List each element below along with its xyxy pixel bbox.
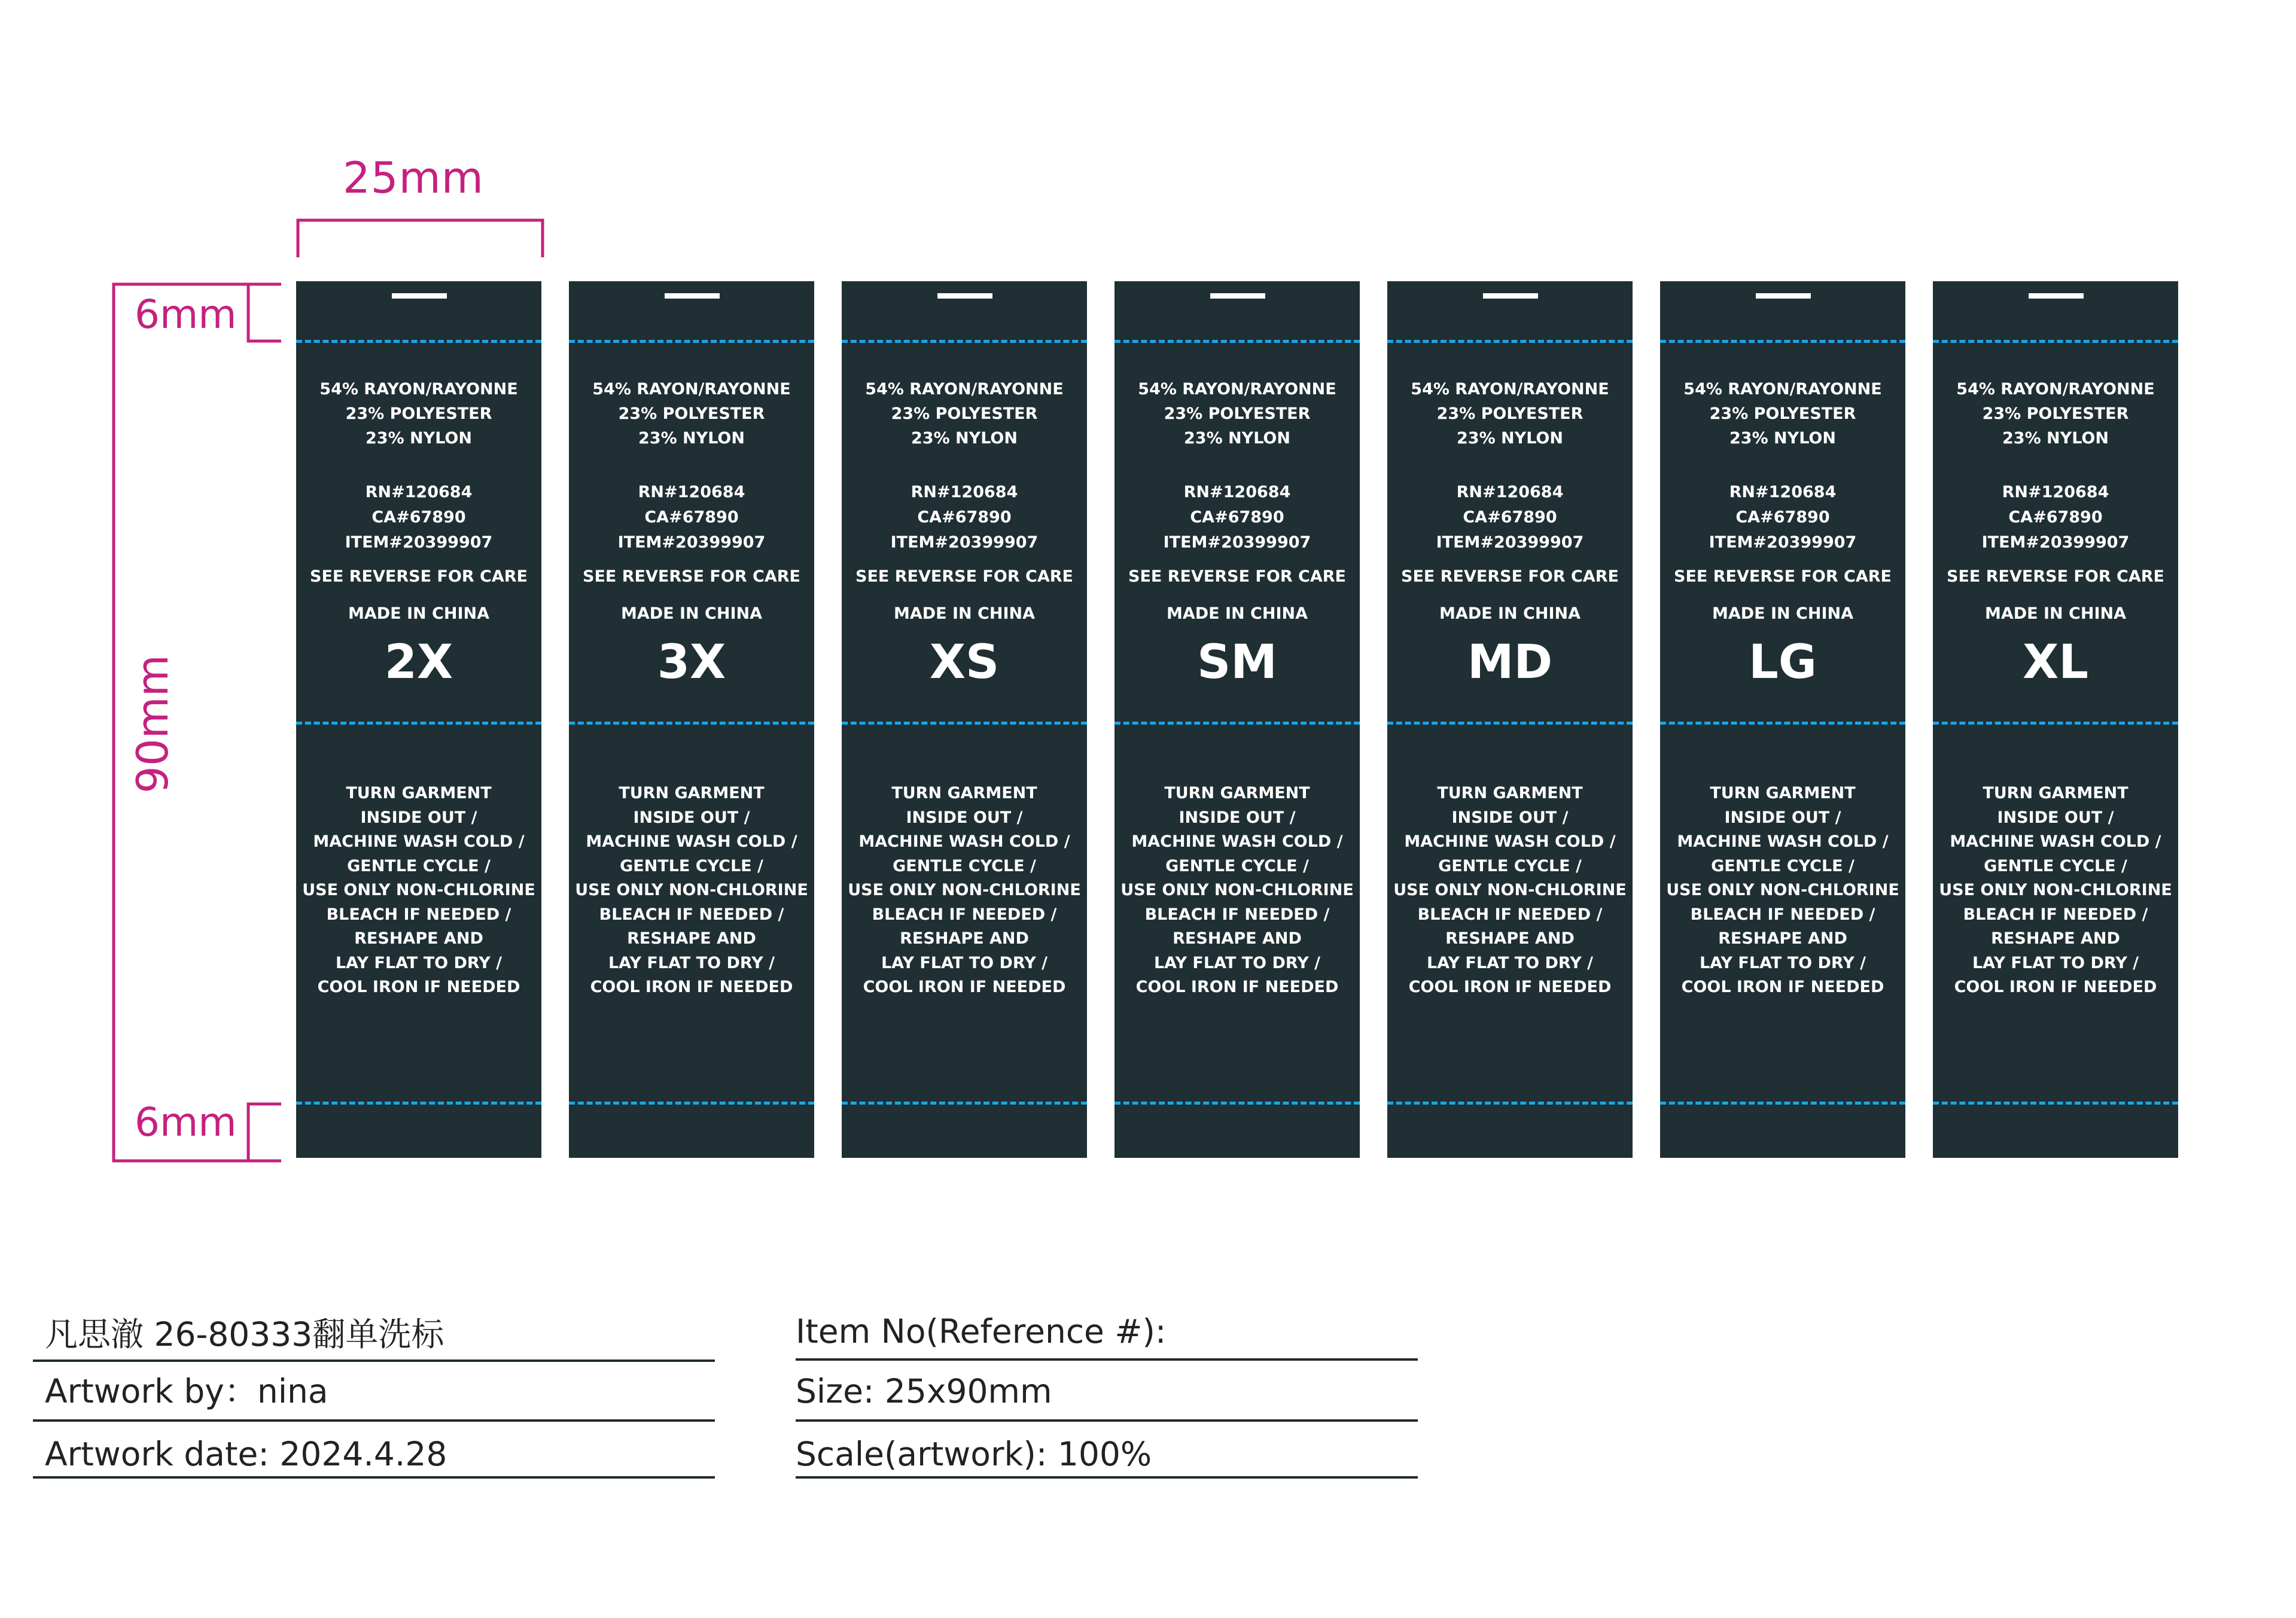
info-divider	[796, 1419, 1418, 1422]
registration-numbers: RN#120684 CA#67890 ITEM#20399907	[345, 483, 493, 552]
registration-numbers: RN#120684 CA#67890 ITEM#20399907	[1163, 483, 1311, 552]
size-code: LG	[1749, 635, 1817, 689]
fold-line-middle	[1114, 722, 1360, 725]
fold-line-middle	[1933, 722, 2178, 725]
care-instructions: TURN GARMENT INSIDE OUT / MACHINE WASH COLD / GENTLE CYCLE / USE ONLY NON-CHLORINE BLEACH IF NEEDED / RESHAPE AND LAY FLAT TO DRY / COOL IRON IF NEEDED	[1939, 784, 2172, 996]
width-bracket	[298, 220, 543, 257]
fold-line-top	[1933, 340, 2178, 343]
fold-line-top	[1114, 340, 1360, 343]
fold-line-bottom	[1933, 1102, 2178, 1105]
fold-line-bottom	[1387, 1102, 1633, 1105]
hang-slot	[1756, 293, 1811, 299]
hang-slot	[392, 293, 447, 299]
hang-slot	[1210, 293, 1265, 299]
see-reverse-text: SEE REVERSE FOR CARE	[310, 567, 528, 586]
size-code: 2X	[384, 635, 453, 689]
care-label-xs	[842, 281, 1087, 1158]
care-label-lg	[1660, 281, 1905, 1158]
country-of-origin: MADE IN CHINA	[1712, 604, 1853, 623]
care-instructions: TURN GARMENT INSIDE OUT / MACHINE WASH COLD / GENTLE CYCLE / USE ONLY NON-CHLORINE BLEACH IF NEEDED / RESHAPE AND LAY FLAT TO DRY / COOL IRON IF NEEDED	[1666, 784, 1899, 996]
size-code: XL	[2023, 635, 2088, 689]
see-reverse-text: SEE REVERSE FOR CARE	[1401, 567, 1619, 586]
fold-line-top	[1660, 340, 1905, 343]
fold-line-middle	[296, 722, 541, 725]
height-dimension-label: 90mm	[127, 655, 178, 793]
hang-slot	[1483, 293, 1538, 299]
fold-line-bottom	[1660, 1102, 1905, 1105]
hang-slot	[2029, 293, 2084, 299]
country-of-origin: MADE IN CHINA	[1166, 604, 1308, 623]
order-title: 凡思澈 26-80333翻单洗标	[45, 1315, 444, 1354]
country-of-origin: MADE IN CHINA	[1439, 604, 1581, 623]
country-of-origin: MADE IN CHINA	[893, 604, 1035, 623]
bottom-margin-bracket	[248, 1104, 281, 1161]
care-label-xl	[1933, 281, 2178, 1158]
item-number: Item No(Reference #):	[796, 1312, 1167, 1351]
fiber-content: 54% RAYON/RAYONNE 23% POLYESTER 23% NYLON	[1683, 380, 1882, 448]
care-instructions: TURN GARMENT INSIDE OUT / MACHINE WASH COLD / GENTLE CYCLE / USE ONLY NON-CHLORINE BLEACH IF NEEDED / RESHAPE AND LAY FLAT TO DRY / COOL IRON IF NEEDED	[302, 784, 535, 996]
fiber-content: 54% RAYON/RAYONNE 23% POLYESTER 23% NYLON	[319, 380, 518, 448]
care-label-row	[296, 281, 2181, 1158]
see-reverse-text: SEE REVERSE FOR CARE	[583, 567, 800, 586]
fold-line-bottom	[296, 1102, 541, 1105]
fold-line-top	[842, 340, 1087, 343]
artwork-date: Artwork date: 2024.4.28	[45, 1435, 447, 1473]
country-of-origin: MADE IN CHINA	[620, 604, 762, 623]
info-divider	[796, 1476, 1418, 1479]
size-code: MD	[1467, 635, 1553, 689]
width-dimension-label: 25mm	[343, 153, 484, 203]
country-of-origin: MADE IN CHINA	[1984, 604, 2126, 623]
info-divider	[33, 1419, 715, 1422]
fold-line-middle	[842, 722, 1087, 725]
registration-numbers: RN#120684 CA#67890 ITEM#20399907	[1709, 483, 1857, 552]
hang-slot	[665, 293, 720, 299]
top-margin-dimension-label: 6mm	[135, 291, 237, 337]
registration-numbers: RN#120684 CA#67890 ITEM#20399907	[1981, 483, 2130, 552]
artwork-scale: Scale(artwork): 100%	[796, 1435, 1152, 1473]
size-code: 3X	[657, 635, 726, 689]
fiber-content: 54% RAYON/RAYONNE 23% POLYESTER 23% NYLON	[1138, 380, 1336, 448]
fold-line-top	[569, 340, 814, 343]
fold-line-bottom	[569, 1102, 814, 1105]
see-reverse-text: SEE REVERSE FOR CARE	[855, 567, 1073, 586]
see-reverse-text: SEE REVERSE FOR CARE	[1128, 567, 1346, 586]
registration-numbers: RN#120684 CA#67890 ITEM#20399907	[1436, 483, 1584, 552]
fiber-content: 54% RAYON/RAYONNE 23% POLYESTER 23% NYLON	[1411, 380, 1609, 448]
see-reverse-text: SEE REVERSE FOR CARE	[1947, 567, 2164, 586]
artwork-by: Artwork by：nina	[45, 1372, 328, 1410]
fold-line-middle	[1660, 722, 1905, 725]
bottom-margin-dimension-label: 6mm	[135, 1099, 237, 1145]
country-of-origin: MADE IN CHINA	[348, 604, 489, 623]
size-code: SM	[1197, 635, 1277, 689]
registration-numbers: RN#120684 CA#67890 ITEM#20399907	[890, 483, 1039, 552]
care-instructions: TURN GARMENT INSIDE OUT / MACHINE WASH COLD / GENTLE CYCLE / USE ONLY NON-CHLORINE BLEACH IF NEEDED / RESHAPE AND LAY FLAT TO DRY / COOL IRON IF NEEDED	[575, 784, 808, 996]
care-label-3x	[569, 281, 814, 1158]
info-divider	[33, 1476, 715, 1479]
registration-numbers: RN#120684 CA#67890 ITEM#20399907	[617, 483, 766, 552]
care-instructions: TURN GARMENT INSIDE OUT / MACHINE WASH COLD / GENTLE CYCLE / USE ONLY NON-CHLORINE BLEACH IF NEEDED / RESHAPE AND LAY FLAT TO DRY / COOL IRON IF NEEDED	[1120, 784, 1354, 996]
care-instructions: TURN GARMENT INSIDE OUT / MACHINE WASH COLD / GENTLE CYCLE / USE ONLY NON-CHLORINE BLEACH IF NEEDED / RESHAPE AND LAY FLAT TO DRY / COOL IRON IF NEEDED	[1393, 784, 1627, 996]
info-divider	[33, 1360, 715, 1362]
hang-slot	[937, 293, 992, 299]
info-divider	[796, 1358, 1418, 1361]
fold-line-middle	[569, 722, 814, 725]
care-label-2x	[296, 281, 541, 1158]
care-label-sm	[1114, 281, 1360, 1158]
fold-line-bottom	[1114, 1102, 1360, 1105]
fold-line-top	[296, 340, 541, 343]
fiber-content: 54% RAYON/RAYONNE 23% POLYESTER 23% NYLON	[865, 380, 1064, 448]
fold-line-bottom	[842, 1102, 1087, 1105]
label-size: Size: 25x90mm	[796, 1372, 1052, 1410]
care-instructions: TURN GARMENT INSIDE OUT / MACHINE WASH COLD / GENTLE CYCLE / USE ONLY NON-CHLORINE BLEACH IF NEEDED / RESHAPE AND LAY FLAT TO DRY / COOL IRON IF NEEDED	[848, 784, 1081, 996]
size-code: XS	[929, 635, 1000, 689]
fold-line-top	[1387, 340, 1633, 343]
fold-line-middle	[1387, 722, 1633, 725]
fiber-content: 54% RAYON/RAYONNE 23% POLYESTER 23% NYLON	[1956, 380, 2155, 448]
top-margin-bracket	[248, 284, 281, 341]
see-reverse-text: SEE REVERSE FOR CARE	[1674, 567, 1892, 586]
fiber-content: 54% RAYON/RAYONNE 23% POLYESTER 23% NYLON	[592, 380, 791, 448]
care-label-md	[1387, 281, 1633, 1158]
